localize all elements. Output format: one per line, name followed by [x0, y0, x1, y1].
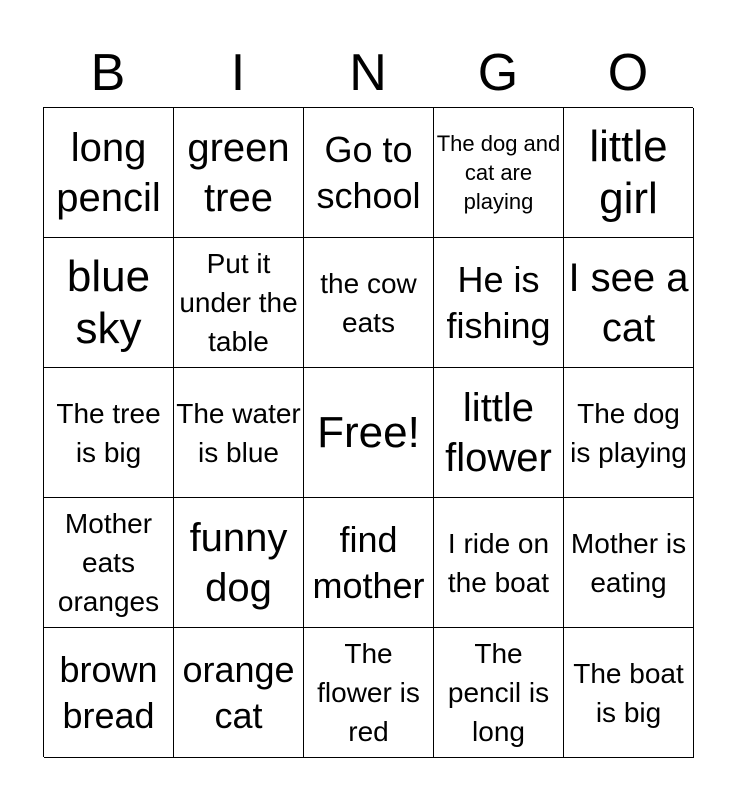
- bingo-cell[interactable]: [304, 628, 434, 758]
- bingo-cell[interactable]: [304, 498, 434, 628]
- bingo-cell[interactable]: [564, 238, 694, 368]
- cell-text: The dog and cat are playing: [436, 131, 561, 214]
- cell-text: blue sky: [66, 251, 151, 353]
- cell-text: Go to school: [316, 128, 421, 216]
- bingo-cell[interactable]: [174, 628, 304, 758]
- bingo-cell[interactable]: [44, 108, 174, 238]
- cell-text: Mother is eating: [570, 527, 687, 598]
- free-space-cell[interactable]: [304, 368, 434, 498]
- cell-text: I ride on the boat: [447, 527, 550, 598]
- cell-text: The boat is big: [573, 657, 684, 728]
- bingo-card: [43, 107, 693, 757]
- bingo-cell[interactable]: [174, 368, 304, 498]
- cell-text: green tree: [187, 125, 290, 220]
- cell-text: orange cat: [182, 648, 295, 736]
- header-letter-g: G: [477, 44, 519, 102]
- cell-text: I see a cat: [568, 255, 689, 350]
- bingo-header: [43, 40, 693, 106]
- bingo-cell[interactable]: [174, 238, 304, 368]
- cell-text: The tree is big: [56, 397, 161, 468]
- bingo-cell[interactable]: [434, 238, 564, 368]
- bingo-cell[interactable]: [44, 368, 174, 498]
- cell-text: the cow eats: [320, 267, 417, 338]
- cell-text: find mother: [312, 518, 425, 606]
- bingo-cell[interactable]: [304, 238, 434, 368]
- header-letter-i: I: [230, 44, 246, 102]
- cell-text: Mother eats oranges: [57, 508, 160, 617]
- cell-text: little flower: [445, 385, 552, 480]
- cell-text: The pencil is long: [447, 638, 550, 747]
- bingo-cell[interactable]: [564, 628, 694, 758]
- bingo-cell[interactable]: [564, 108, 694, 238]
- bingo-cell[interactable]: [174, 498, 304, 628]
- header-letter-o: O: [607, 44, 649, 102]
- bingo-cell[interactable]: [434, 628, 564, 758]
- header-letter-n: N: [349, 44, 387, 102]
- bingo-cell[interactable]: [434, 108, 564, 238]
- cell-text: long pencil: [56, 125, 161, 220]
- bingo-cell[interactable]: [564, 368, 694, 498]
- bingo-cell[interactable]: [434, 368, 564, 498]
- cell-text: Put it under the table: [179, 248, 298, 357]
- bingo-cell[interactable]: [44, 628, 174, 758]
- cell-text: little girl: [589, 121, 668, 223]
- header-letter-b: B: [90, 44, 126, 102]
- cell-text: The water is blue: [176, 397, 301, 468]
- bingo-cell[interactable]: [174, 108, 304, 238]
- cell-text: He is fishing: [446, 258, 551, 346]
- bingo-cell[interactable]: [564, 498, 694, 628]
- cell-text: funny dog: [189, 515, 288, 610]
- cell-text: brown bread: [59, 648, 158, 736]
- free-space-text: Free!: [317, 407, 420, 457]
- bingo-cell[interactable]: [304, 108, 434, 238]
- bingo-cell[interactable]: [44, 498, 174, 628]
- bingo-cell[interactable]: [44, 238, 174, 368]
- cell-text: The flower is red: [317, 638, 420, 747]
- bingo-cell[interactable]: [434, 498, 564, 628]
- cell-text: The dog is playing: [570, 397, 687, 468]
